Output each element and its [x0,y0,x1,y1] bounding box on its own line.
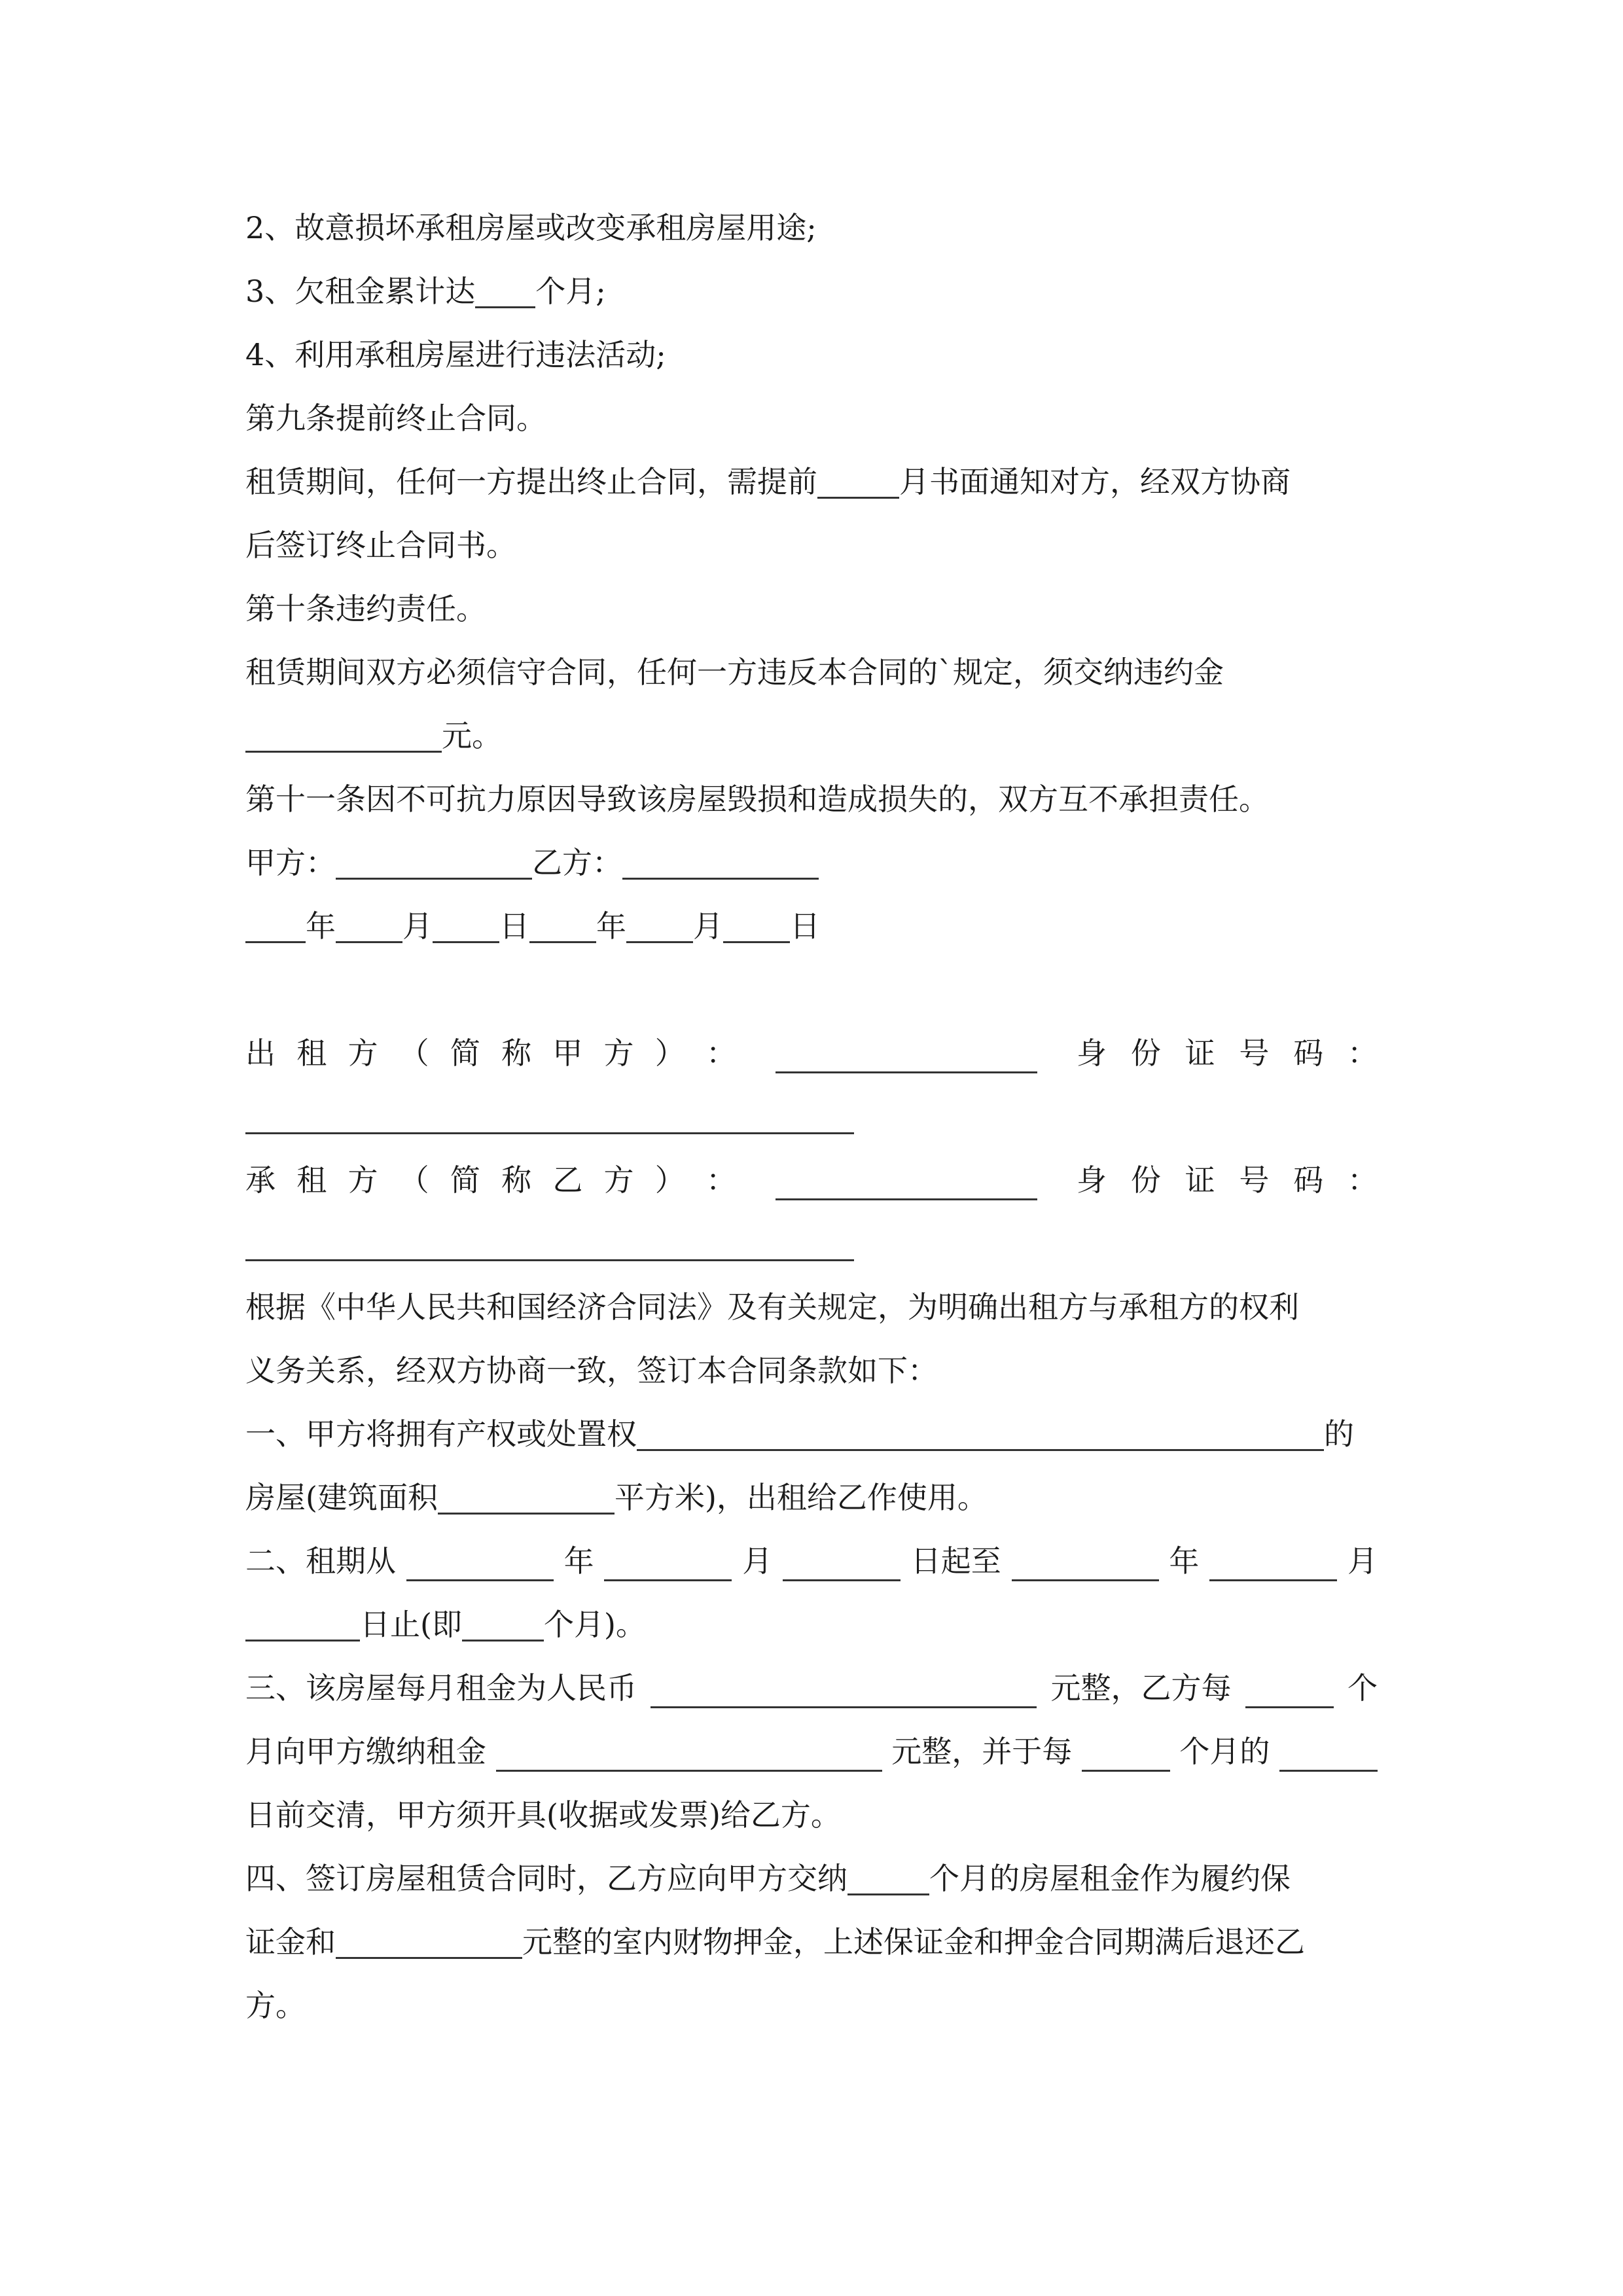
text: 2、故意损坏承租房屋或改变承租房屋用途; [245,210,817,245]
text: 个月的 [1179,1734,1270,1769]
char: 身 [1077,1162,1107,1198]
fill-blank[interactable] [626,910,693,943]
char: 码 [1293,1035,1324,1071]
text: 一、甲方将拥有产权或处置权 [245,1416,637,1452]
area-field[interactable] [438,1481,615,1515]
text: 租赁期间双方必须信守合同，任何一方违反本合同的`规定，须交纳违约金 [245,655,1224,690]
fill-blank[interactable] [1279,1738,1378,1772]
fill-blank[interactable] [783,1548,901,1581]
clause-line [245,704,1378,768]
char: 出 [245,1035,276,1071]
char: ） [654,1035,685,1071]
text: 日止(即 [360,1607,462,1642]
text: 元。 [442,718,502,753]
char: 简 [450,1035,480,1071]
char: ： [1347,1035,1378,1071]
char: ： [705,1162,736,1198]
clause-line [245,260,1378,323]
char: 码 [1293,1162,1324,1198]
deposit-field[interactable] [336,1926,522,1959]
char: （ [399,1162,429,1198]
text: 第九条提前终止合同。 [245,401,546,436]
fill-blank[interactable] [433,910,499,943]
body-line [245,1910,1378,1974]
text: 个 [1347,1670,1378,1706]
clause-line [245,450,1378,514]
text: 房屋(建筑面积 [245,1480,438,1515]
text: 个月的房屋租金作为履约保 [929,1861,1291,1896]
body-line [245,1403,1378,1466]
char: 方 [348,1035,378,1071]
body-line [245,1784,1378,1847]
text: 证金和 [245,1924,336,1960]
char: 号 [1239,1162,1270,1198]
clause-line [245,768,1378,831]
fill-blank[interactable] [245,1608,360,1641]
char: 简 [450,1162,480,1198]
char: 称 [501,1162,532,1198]
fill-blank[interactable] [1082,1738,1170,1772]
text: 乙方： [532,845,622,880]
fill-blank[interactable] [1209,1548,1337,1581]
char: 份 [1130,1035,1161,1071]
clause-line [245,641,1378,704]
text: 三、该房屋每月租金为人民币 [245,1670,637,1706]
property-field[interactable] [637,1418,1324,1451]
text: 租赁期间，任何一方提出终止合同，需提前 [245,464,817,499]
lessee-label [245,1149,736,1212]
rent-field[interactable] [651,1675,1037,1708]
clause-line [245,196,1378,260]
body-line [245,1974,1378,2037]
body-line [245,1593,1378,1657]
text: 月向甲方缴纳租金 [245,1734,486,1769]
lessor-line [245,1022,1378,1085]
text: 义务关系，经双方协商一致，签订本合同条款如下： [245,1353,938,1388]
text: 元整，乙方每 [1050,1670,1232,1706]
id-label [1077,1022,1378,1085]
signature-line [245,831,1378,895]
text: 个月; [535,274,606,309]
char: 方 [348,1162,378,1198]
fill-blank[interactable] [723,910,790,943]
text: 日前交清，甲方须开具(收据或发票)给乙方。 [245,1797,841,1833]
lessor-name-field[interactable] [776,1040,1037,1073]
char: 方 [603,1035,634,1071]
char: 号 [1239,1035,1270,1071]
fill-blank[interactable] [1012,1548,1159,1581]
char: 乙 [552,1162,583,1198]
lessor-id-field[interactable] [245,1085,1378,1149]
text: 方。 [245,1988,306,2023]
text: 个月)。 [543,1607,646,1642]
fill-blank[interactable] [604,1548,732,1581]
text: 日起至 [910,1543,1001,1579]
text: 日 [790,908,820,944]
clause-line [245,323,1378,387]
text: 元整，并于每 [891,1734,1073,1769]
text: 月 [1347,1543,1378,1579]
fill-blank[interactable] [336,910,402,943]
text: 后签订终止合同书。 [245,528,516,563]
char: 方 [603,1162,634,1198]
text: 月书面通知对方，经双方协商 [899,464,1291,499]
lessee-name-field[interactable] [776,1167,1037,1200]
text: 年 [306,908,336,944]
fill-blank[interactable] [817,465,899,499]
body-line [245,1720,1378,1784]
lessee-id-field[interactable] [245,1212,1378,1276]
party-b-signature[interactable] [622,846,819,880]
char: 称 [501,1035,532,1071]
payment-field[interactable] [496,1738,882,1772]
text: 月 [742,1543,773,1579]
clause-heading [245,387,1378,450]
clause-heading [245,577,1378,641]
char: 份 [1130,1162,1161,1198]
char: 证 [1185,1162,1215,1198]
lessor-label [245,1022,736,1085]
text: 年 [596,908,626,944]
text: 月 [693,908,723,944]
char: 甲 [552,1035,583,1071]
body-line [245,1847,1378,1910]
lessee-line [245,1149,1378,1212]
text: 日 [499,908,529,944]
text: 四、签订房屋租赁合同时，乙方应向甲方交纳 [245,1861,847,1896]
text: 3、欠租金累计达 [245,274,476,309]
char: （ [399,1035,429,1071]
char: ） [654,1162,685,1198]
text: 根据《中华人民共和国经济合同法》及有关规定，为明确出租方与承租方的权利 [245,1289,1299,1325]
text: 年 [563,1543,594,1579]
fill-blank[interactable] [406,1548,554,1581]
text: 年 [1169,1543,1200,1579]
id-label [1077,1149,1378,1212]
body-line [245,1530,1378,1593]
char: 租 [296,1035,327,1071]
text: 二、租期从 [245,1543,396,1579]
char: ： [1347,1162,1378,1198]
clause-line [245,514,1378,577]
text: 甲方： [245,845,336,880]
fill-blank[interactable] [245,719,442,753]
text: 的 [1324,1416,1354,1452]
text: 平方米)，出租给乙作使用。 [614,1480,988,1515]
date-line [245,895,1378,958]
text: 元整的室内财物押金，上述保证金和押金合同期满后退还乙 [522,1924,1305,1960]
body-line [245,1339,1378,1403]
party-a-signature[interactable] [336,846,532,880]
fill-blank[interactable] [529,910,596,943]
char: 租 [296,1162,327,1198]
text: 4、利用承租房屋进行违法活动; [245,337,666,372]
body-line [245,1657,1378,1720]
text: 第十条违约责任。 [245,591,486,626]
char: 身 [1077,1035,1107,1071]
fill-blank[interactable] [462,1608,544,1641]
char: 承 [245,1162,276,1198]
text: 月 [402,908,433,944]
char: 证 [1185,1035,1215,1071]
fill-blank[interactable] [847,1862,929,1895]
body-line [245,1276,1378,1339]
char: ： [705,1035,736,1071]
contract-text [245,196,1378,2037]
fill-blank[interactable] [475,275,535,308]
body-line [245,1466,1378,1530]
fill-blank[interactable] [1245,1675,1334,1708]
fill-blank[interactable] [245,910,306,943]
text: 第十一条因不可抗力原因导致该房屋毁损和造成损失的，双方互不承担责任。 [245,781,1269,817]
